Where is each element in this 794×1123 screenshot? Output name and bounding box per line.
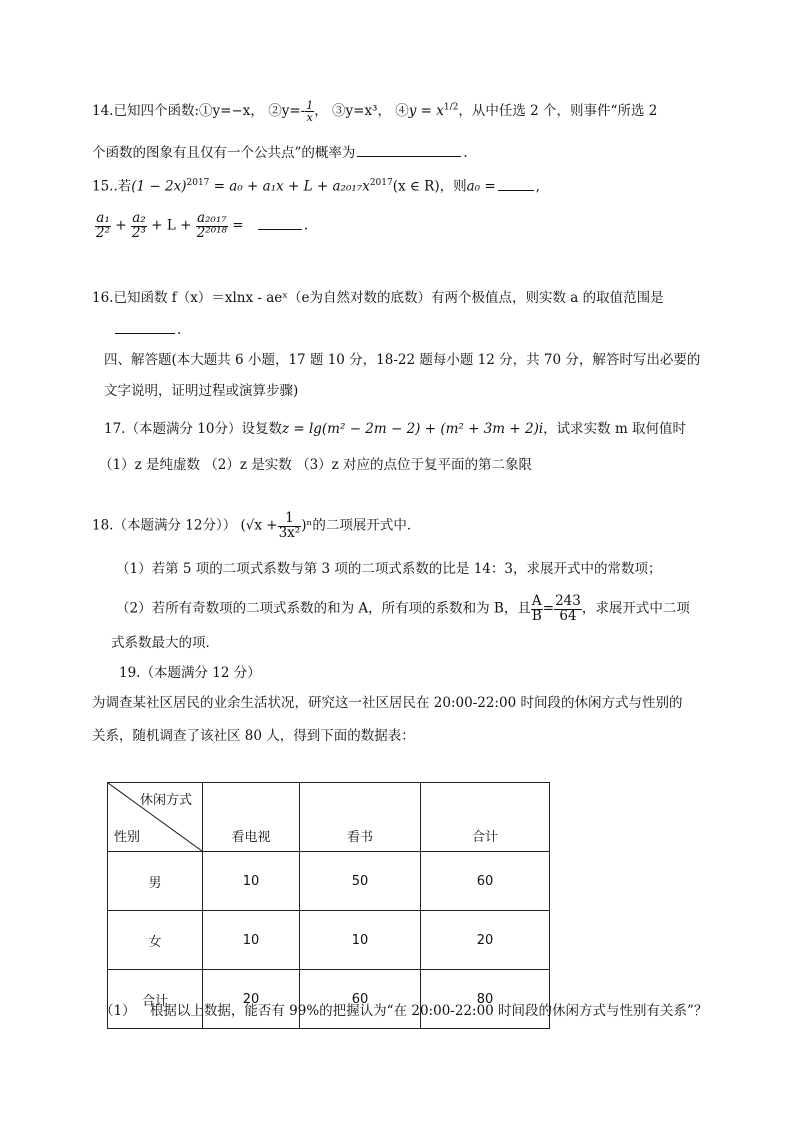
q19-sub1-text: 根据以上数据，能否有 99%的把握认为“在 20:00-22:00 时间段的休闲方式与性别有关系”？ <box>149 1003 708 1019</box>
q18-part2-suffix: ，求展开式中二项 <box>581 600 690 617</box>
q14-f2-fraction <box>305 100 314 123</box>
q16-text: 16.已知函数 f（x）＝xlnx - aeˣ（e为自然对数的底数）有两个极值点，则实数 a 的取值范围是 <box>92 290 664 306</box>
q16-line2 <box>113 322 181 338</box>
table-row <box>108 970 550 1029</box>
q15-term2-den: 2³ <box>131 224 146 241</box>
q15-term1-num: a₁ <box>96 210 110 226</box>
q15-term1 <box>95 212 111 240</box>
section4-line1 <box>104 352 700 368</box>
q19-intro1 <box>92 695 682 711</box>
q15-eq: = <box>232 217 244 234</box>
q14-f2-num: 1 <box>306 99 314 112</box>
q15-line2: $\frac{\text{a₁}}{\text{2²}}$ + $\frac{\text{a₂}}{\text{2³}}$ + L + $\frac{\text{a₂₀₁₇}}{\text{2²⁰¹⁸}}$ = . <box>96 210 309 241</box>
q18-p2-line2 <box>111 635 219 651</box>
q15-prefix: 15..若 <box>92 178 132 195</box>
q14-sep2: ， <box>314 103 328 119</box>
q18-ab-fraction <box>531 595 543 623</box>
q14-line2 <box>92 145 468 161</box>
q15-a0: a₀ = <box>466 178 496 195</box>
q16-line1 <box>92 290 664 306</box>
section4-heading: 四、解答题(本大题共 6 小题，17 题 10 分，18-22 题每小题 12 分，共 70 分，解答时写出必要的 <box>104 352 701 368</box>
q14-f4-formula: y = x <box>408 103 444 119</box>
q19-intro-text1: 为调查某社区居民的业余生活状况，研究这一社区居民在 20:00-22:00 时间段的休闲方式与性别的 <box>92 695 683 711</box>
q14-answer-blank <box>357 155 461 157</box>
q17-line1 <box>104 421 686 437</box>
table-cell: 20 <box>203 970 300 1029</box>
table-cell: 10 <box>203 911 300 970</box>
q14-line2-text: 个函数的图象有且仅有一个公共点”的概率为 <box>92 145 356 161</box>
q19-intro-text2: 关系，随机调查了该社区 80 人，得到下面的数据表： <box>92 728 415 744</box>
q15-term3 <box>196 212 228 240</box>
q19-sub1 <box>100 1003 707 1019</box>
q15-line1-end: , <box>535 178 540 195</box>
table-header-row <box>108 783 550 852</box>
q19-sub1-number: （1） <box>100 1003 136 1019</box>
q15-line1 <box>92 178 540 195</box>
row-label: 合计 <box>108 970 203 1029</box>
q15-term2-num: a₂ <box>132 210 146 226</box>
q14-f1: ①y=−x <box>199 103 251 119</box>
table-cell: 10 <box>203 852 300 911</box>
q14-sep3: ， <box>377 103 391 119</box>
q18-expr-den: 3x² <box>278 524 301 541</box>
q18-val-den: 64 <box>554 609 582 624</box>
q15-term3-num: a₂₀₁₇ <box>196 210 227 226</box>
corner-top-label: 休闲方式 <box>139 793 192 808</box>
q15-plus-l: + L + <box>151 217 192 234</box>
q14-f2-pre: ②y=- <box>268 103 306 119</box>
q15-x-exp: 2017 <box>369 178 393 188</box>
q18-ab-den: B <box>531 607 542 624</box>
section4-line2 <box>104 383 298 399</box>
table-header: 看书 <box>300 783 421 852</box>
q17-parts: （1）z 是纯虚数 （2）z 是实数 （3）z 对应的点位于复平面的第二象限 <box>99 457 533 473</box>
table-row <box>108 852 550 911</box>
row-label: 女 <box>108 911 203 970</box>
q18-p1 <box>116 561 662 577</box>
table-cell: 50 <box>300 852 421 911</box>
q18-val-fraction <box>554 595 582 623</box>
q14-line1 <box>92 100 657 123</box>
q18-part2-cont: 式系数最大的项． <box>111 635 219 651</box>
q14-f2-den: x <box>306 111 313 124</box>
q18-ab-num: A <box>531 593 542 609</box>
q14-f4-pre: ④ <box>395 103 409 119</box>
q14-f4-exp: 1/2 <box>443 102 459 113</box>
q15-term1-den: 2² <box>96 224 111 241</box>
q18-expr-open: (√x + <box>240 517 278 534</box>
q15-x: x <box>362 178 370 195</box>
table-header: 合计 <box>421 783 550 852</box>
table-cell: 80 <box>421 970 550 1029</box>
q15-rhs: = a₀ + a₁x + L + a₂₀₁₇ <box>213 178 363 195</box>
q17-formula: z = lg(m² − 2m − 2) + (m² + 3m + 2)i <box>281 421 544 437</box>
q17-prefix: 17.（本题满分 10分）设复数 <box>104 421 282 437</box>
q14-end: . <box>463 145 468 161</box>
q18-prefix: 18.（本题满分 12分）） <box>92 517 237 534</box>
q17-suffix: ，试求实数 m 取何值时 <box>543 421 687 437</box>
q18-part2-prefix: （2）若所有奇数项的二项式系数的和为 A，所有项的系数和为 B，且 <box>116 600 531 617</box>
table-row <box>108 911 550 970</box>
row-label: 男 <box>108 852 203 911</box>
q19-title <box>119 665 261 681</box>
q17-line2 <box>99 457 532 473</box>
q15-expansion: (1 − 2x) <box>131 178 187 195</box>
q16-answer-blank <box>115 332 175 334</box>
q19-heading: 19.（本题满分 12 分） <box>119 665 261 681</box>
table-header: 看电视 <box>203 783 300 852</box>
q18-line1 <box>92 512 420 540</box>
table-corner-cell <box>108 783 203 852</box>
q15-end: . <box>303 217 309 234</box>
q14-prefix: 14.已知四个函数: <box>92 103 200 119</box>
q15-cond: (x ∈ R) <box>392 178 440 195</box>
q18-p2 <box>116 595 690 623</box>
q14-f3: ③y=x³ <box>332 103 378 119</box>
q18-ab-eq: = <box>542 600 555 617</box>
q16-end: . <box>177 322 182 338</box>
q18-expr-fraction <box>278 512 302 540</box>
q19-intro2 <box>92 728 415 744</box>
q18-expr-close: )ⁿ的二项展开式中． <box>301 517 421 534</box>
q15-sum-blank <box>258 228 302 230</box>
q14-sep: ， <box>250 103 264 119</box>
section4-heading-cont: 文字说明，证明过程或演算步骤) <box>104 383 299 399</box>
q14-suffix: ，从中任选 2 个，则事件“所选 2 <box>458 103 658 119</box>
q18-part1: （1）若第 5 项的二项式系数与第 3 项的二项式系数的比是 14：3，求展开式中的常数项； <box>116 561 662 577</box>
q18-expr-num: 1 <box>285 510 294 526</box>
table-cell: 20 <box>421 911 550 970</box>
q15-a0-blank <box>498 189 534 191</box>
q15-term3-den: 2²⁰¹⁸ <box>196 224 227 241</box>
table-cell: 60 <box>421 852 550 911</box>
corner-bottom-label: 性别 <box>114 830 141 845</box>
table-cell: 60 <box>300 970 421 1029</box>
q15-exp: 2017 <box>186 178 210 188</box>
q19-data-table <box>107 782 550 1029</box>
q15-then: ，则 <box>439 178 467 195</box>
q18-val-num: 243 <box>555 593 581 609</box>
table-cell: 10 <box>300 911 421 970</box>
q15-term2 <box>131 212 147 240</box>
